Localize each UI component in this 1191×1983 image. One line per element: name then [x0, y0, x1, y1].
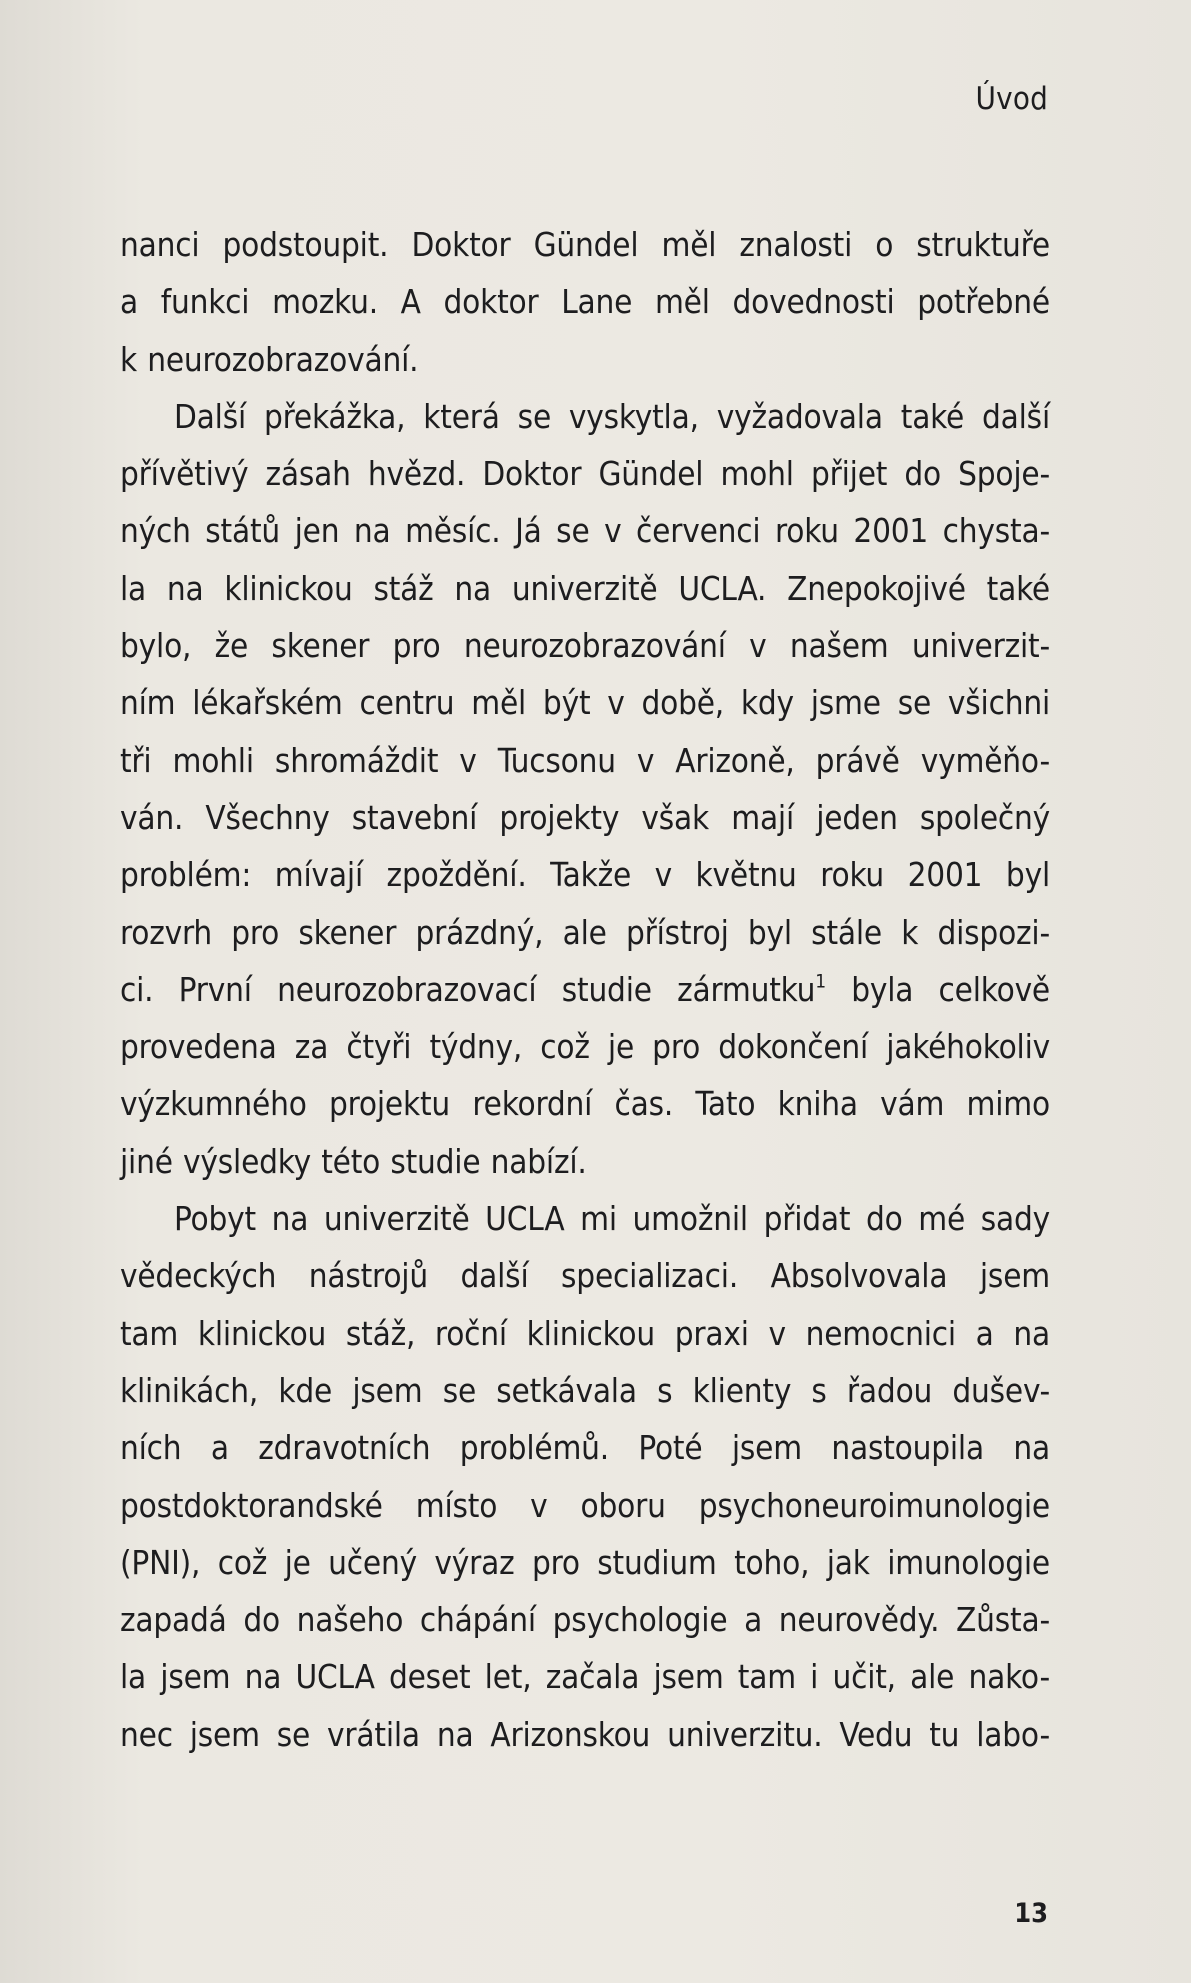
text-line: nec jsem se vrátila na Arizonskou univerzitu. Vedu tu labo- — [120, 1714, 1050, 1754]
text-line: provedena za čtyři týdny, což je pro dokončení jakéhokoliv — [120, 1027, 1050, 1067]
text-line: klinikách, kde jsem se setkávala s klienty s řadou dušev- — [120, 1370, 1050, 1410]
text-line: ván. Všechny stavební projekty však mají jeden společný — [120, 797, 1050, 837]
body-text — [120, 216, 1050, 1763]
text-line: tam klinickou stáž, roční klinickou praxi v nemocnici a na — [120, 1313, 1050, 1353]
text-fragment: ci. První neurozobrazovací studie zármutku — [120, 969, 816, 1009]
text-line: problém: mívají zpoždění. Takže v květnu roku 2001 byl — [120, 855, 1050, 895]
text-line: bylo, že skener pro neurozobrazování v našem univerzit- — [120, 626, 1050, 666]
text-line: postdoktorandské místo v oboru psychoneuroimunologie — [120, 1485, 1050, 1525]
text-line: nanci podstoupit. Doktor Gündel měl znalosti o struktuře — [120, 225, 1050, 264]
text-line: Pobyt na univerzitě UCLA mi umožnil přidat do mé sady — [174, 1199, 1050, 1239]
text-line: ním lékařském centru měl být v době, kdy jsme se všichni — [120, 683, 1050, 723]
text-line: přívětivý zásah hvězd. Doktor Gündel mohl přijet do Spoje- — [120, 454, 1050, 494]
text-line: jiné výsledky této studie nabízí. — [120, 1141, 587, 1181]
running-head: Úvod — [975, 81, 1048, 117]
text-line-with-footnote — [120, 961, 1050, 1018]
text-line: vědeckých nástrojů další specializaci. Absolvovala jsem — [120, 1256, 1050, 1296]
text-line: la na klinickou stáž na univerzitě UCLA. Znepokojivé také — [120, 568, 1050, 608]
text-fragment: byla celkově — [825, 969, 1051, 1009]
text-line: Další překážka, která se vyskytla, vyžadovala také další — [174, 396, 1050, 436]
footnote-reference[interactable]: 1 — [815, 970, 826, 993]
text-line: ních a zdravotních problémů. Poté jsem nastoupila na — [120, 1428, 1050, 1468]
text-line: zapadá do našeho chápání psychologie a neurovědy. Zůsta- — [120, 1600, 1050, 1640]
page-number: 13 — [1014, 1898, 1048, 1929]
text-line: la jsem na UCLA deset let, začala jsem tam i učit, ale nako- — [120, 1657, 1050, 1697]
text-line: rozvrh pro skener prázdný, ale přístroj byl stále k dispozi- — [120, 912, 1050, 952]
text-line: výzkumného projektu rekordní čas. Tato kniha vám mimo — [120, 1084, 1050, 1124]
text-line: (PNI), což je učený výraz pro studium toho, jak imunologie — [120, 1542, 1050, 1582]
text-line: k neurozobrazování. — [120, 339, 419, 379]
text-line: tři mohli shromáždit v Tucsonu v Arizoně, právě vyměňo- — [120, 740, 1050, 780]
text-line: ných států jen na měsíc. Já se v červenci roku 2001 chysta- — [120, 511, 1050, 551]
text-line: a funkci mozku. A doktor Lane měl dovednosti potřebné — [120, 282, 1050, 322]
